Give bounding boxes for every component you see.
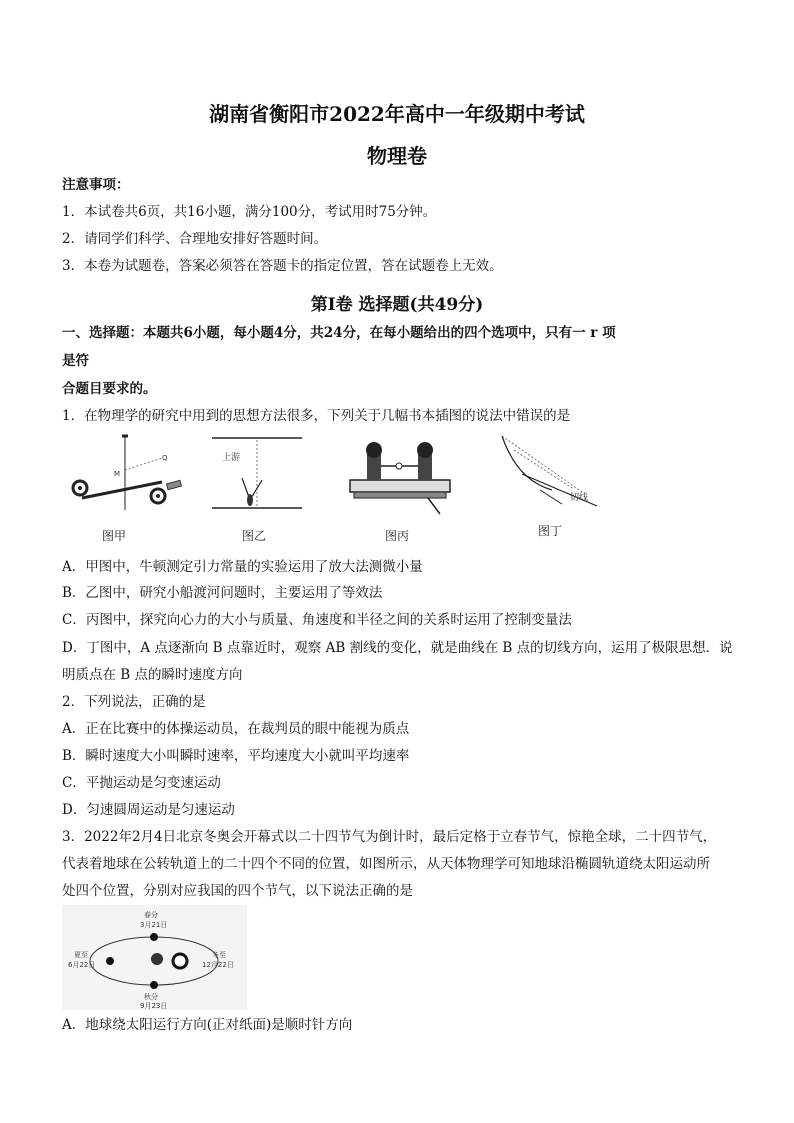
question-1-stem: 1．在物理学的研究中用到的思想方法很多，下列关于几幅书本插图的说法中错误的是 — [62, 408, 571, 424]
question-1-option: C．丙图中，探究向心力的大小与质量、角速度和半径之间的关系时运用了控制变量法 — [62, 612, 572, 628]
earth-winter-icon — [173, 954, 187, 968]
label-winter-date: 12月22日 — [202, 961, 234, 969]
section-instruction: 是符 — [62, 353, 89, 369]
exam-title: 湖南省衡阳市2022年高中一年级期中考试 — [209, 102, 585, 126]
q3-orbit-figure — [62, 905, 247, 1010]
label-spring-date: 3月21日 — [140, 921, 168, 929]
label-spring: 春分 — [144, 911, 158, 919]
question-1-option: 明质点在 B 点的瞬时速度方向 — [62, 667, 243, 683]
section-instruction: 一、选择题：本题共6小题，每小题4分，共24分，在每小题给出的四个选项中，只有一 r 项 — [62, 325, 616, 341]
label-upstream: 上游 — [222, 453, 241, 463]
label-summer-date: 6月22日 — [68, 961, 96, 969]
figure-jia — [73, 436, 182, 543]
label-winter: 冬至 — [212, 951, 226, 959]
label-tangent: 切线 — [570, 493, 589, 503]
earth-spring-icon — [150, 933, 158, 941]
section-instruction: 合题目要求的。 — [62, 381, 157, 397]
question-3-stem: 处四个位置，分别对应我国的四个节气，以下说法正确的是 — [62, 883, 413, 899]
caption-jia: 图甲 — [102, 529, 127, 543]
caption-yi: 图乙 — [242, 529, 267, 543]
question-1-option: B．乙图中，研究小船渡河问题时，主要运用了等效法 — [62, 585, 383, 601]
question-3-stem: 代表着地球在公转轨道上的二十四个不同的位置，如图所示，从天体物理学可知地球沿椭圆轨道绕太阳运动所 — [62, 856, 710, 872]
question-1-option: D．丁图中，A 点逐渐向 B 点靠近时，观察 AB 割线的变化，就是曲线在 B 点的切线方向，运用了极限思想．说 — [62, 640, 733, 656]
sun-icon — [151, 953, 163, 965]
notice-item: 2．请同学们科学、合理地安排好答题时间。 — [62, 231, 328, 247]
notice-item: 3．本卷为试题卷，答案必须答在答题卡的指定位置，答在试题卷上无效。 — [62, 258, 503, 274]
notice-heading: 注意事项： — [62, 177, 130, 193]
exam-subtitle: 物理卷 — [367, 144, 427, 168]
question-2-option: A．正在比赛中的体操运动员，在裁判员的眼中能视为质点 — [62, 721, 410, 737]
figure-yi — [212, 438, 302, 543]
caption-ding: 图丁 — [538, 524, 563, 538]
question-3-stem: 3．2022年2月4日北京冬奥会开幕式以二十四节气为倒计时，最后定格于立春节气，惊艳全球，二十四节气， — [62, 829, 717, 845]
label-summer: 夏至 — [74, 951, 88, 959]
earth-summer-icon — [106, 957, 114, 965]
label-q: Q — [162, 454, 168, 462]
label-autumn: 秋分 — [144, 993, 158, 1001]
figure-ding — [502, 436, 597, 538]
notice-item: 1．本试卷共6页，共16小题，满分100分，考试用时75分钟。 — [62, 204, 437, 220]
question-2-stem: 2．下列说法，正确的是 — [62, 694, 206, 710]
question-2-option: D．匀速圆周运动是匀速运动 — [62, 802, 235, 818]
q1-figures — [62, 430, 602, 550]
question-2-option: B．瞬时速度大小叫瞬时速率，平均速度大小就叫平均速率 — [62, 748, 410, 764]
earth-autumn-icon — [150, 981, 158, 989]
label-m: M — [114, 470, 121, 478]
question-2-option: C．平抛运动是匀变速运动 — [62, 775, 221, 791]
section-title: 第Ⅰ卷 选择题(共49分) — [310, 295, 484, 315]
figure-bing — [350, 442, 450, 543]
question-3-option: A．地球绕太阳运行方向(正对纸面)是顺时针方向 — [62, 1017, 353, 1033]
label-autumn-date: 9月23日 — [140, 1002, 168, 1010]
question-1-option: A．甲图中，牛顿测定引力常量的实验运用了放大法测微小量 — [62, 559, 423, 575]
caption-bing: 图丙 — [385, 529, 410, 543]
